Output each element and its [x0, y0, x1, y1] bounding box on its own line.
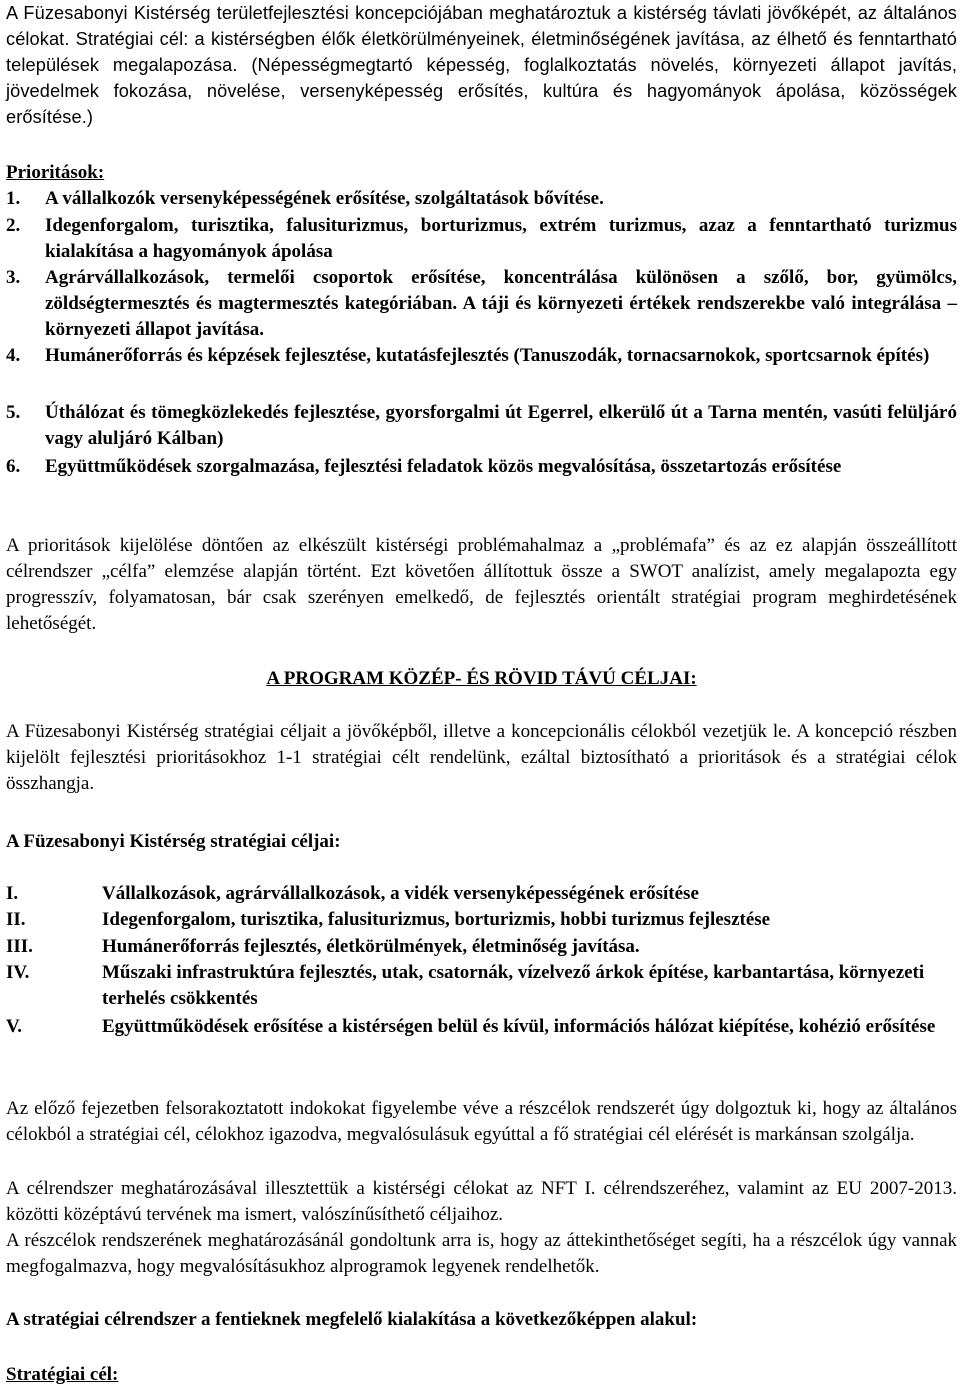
- priority-number: 3.: [6, 267, 21, 288]
- subgoals-paragraph-2: A célrendszer meghatározásával illesztettük a kistérségi célokat az NFT I. célrendszeréhez, valamint az EU 2007-2013. közötti középtávú tervének ma ismert, valószínűsíthető céljaihoz.: [6, 1178, 957, 1225]
- priority-text: A vállalkozók versenyképességének erősítése, szolgáltatások bővítése.: [45, 188, 604, 209]
- priority-item-6: [6, 454, 957, 480]
- goal-text: Humánerőforrás fejlesztés, életkörülmények, életminőség javítása.: [102, 936, 640, 957]
- subgoals-paragraph-1: Az előző fejezetben felsorakoztatott indokokat figyelembe véve a részcélok rendszerét úgy dolgoztuk ki, hogy az általános célokból a stratégiai cél, célokhoz igazodva, megvalósulásuk egyúttal a fő stratégiai cél elérését is markánsan szolgálja.: [6, 1098, 957, 1145]
- strategic-goal-heading: Stratégiai cél:: [6, 1364, 119, 1385]
- goal-text: Műszaki infrastruktúra fejlesztés, utak, csatornák, vízelvező árkok építése, karbantartása, környezeti terhelés csökkentés: [102, 962, 925, 1009]
- goal-text: Vállalkozások, agrárvállalkozások, a vidék versenyképességének erősítése: [102, 883, 699, 904]
- priority-number: 4.: [6, 345, 21, 366]
- priority-text: Együttműködések szorgalmazása, fejlesztési feladatok közös megvalósítása, összetartozás erősítése: [45, 456, 842, 477]
- target-system-statement: A stratégiai célrendszer a fentieknek megfelelő kialakítása a következőképpen alakul:: [6, 1309, 698, 1330]
- strategic-goal-4: [6, 960, 957, 1012]
- goal-number: II.: [6, 909, 26, 930]
- priority-number: 5.: [6, 402, 21, 423]
- priority-number: 6.: [6, 456, 21, 477]
- section-title: A PROGRAM KÖZÉP- ÉS RÖVID TÁVÚ CÉLJAI:: [266, 668, 697, 689]
- strategic-goal-2: [6, 907, 957, 933]
- strategic-goals-heading: A Füzesabonyi Kistérség stratégiai céljai:: [6, 831, 341, 852]
- priority-text: Humánerőforrás és képzések fejlesztése, kutatásfejlesztés (Tanuszodák, tornacsarnokok, sportcsarnok építés): [45, 345, 930, 366]
- goal-number: V.: [6, 1016, 23, 1037]
- goal-number: I.: [6, 883, 19, 904]
- strategic-goal-1: [6, 881, 957, 907]
- priority-item-2: [6, 213, 957, 265]
- priority-text: Úthálózat és tömegközlekedés fejlesztése, gyorsforgalmi út Egerrel, elkerülő út a Tarna mentén, vasúti felüljáró vagy aluljáró Kálban): [45, 402, 957, 449]
- priority-item-1: [6, 186, 957, 212]
- strategic-goal-5: [6, 1014, 957, 1040]
- priority-item-5: [6, 400, 957, 452]
- strategic-goal-3: [6, 934, 957, 960]
- priority-text: Agrárvállalkozások, termelői csoportok erősítése, koncentrálása különösen a szőlő, bor, gyümölcs, zöldségtermesztés és magtermesztés kategóriában. A táji és környezeti értékek rendszerekbe való integrálása – környezeti állapot javítása.: [45, 267, 957, 340]
- priority-item-3: [6, 265, 957, 343]
- goal-number: IV.: [6, 962, 30, 983]
- priorities-explanation-paragraph: A prioritások kijelölése döntően az elkészült kistérségi problémahalmaz a „problémafa” és az ez alapján összeállított célrendszer „célfa” elemzése alapján történt. Ezt követően állítottuk össze a SWOT analízist, amely megalapozta egy progresszív, folyamatosan, bár csak szerényen emelkedő, de fejlesztés orientált stratégiai program meghirdetésének lehetőségét.: [6, 535, 957, 634]
- priority-text: Idegenforgalom, turisztika, falusiturizmus, borturizmus, extrém turizmus, azaz a fenntartható turizmus kialakítása a hagyományok ápolása: [45, 215, 957, 262]
- priority-number: 1.: [6, 188, 21, 209]
- goal-text: Idegenforgalom, turisztika, falusiturizmus, borturizmis, hobbi turizmus fejlesztése: [102, 909, 771, 930]
- priority-item-4: [6, 343, 957, 369]
- goal-text: Együttműködések erősítése a kistérségen belül és kívül, információs hálózat kiépítése, kohézió erősítése: [102, 1016, 936, 1037]
- priority-number: 2.: [6, 215, 21, 236]
- goal-number: III.: [6, 936, 33, 957]
- goals-intro-paragraph: A Füzesabonyi Kistérség stratégiai céljait a jövőképből, illetve a koncepcionális célokból vezetjük le. A koncepció részben kijelölt fejlesztési prioritásokhoz 1-1 stratégiai célt rendelünk, ezáltal biztosítható a prioritások és a stratégiai célok összhangja.: [6, 721, 957, 794]
- priorities-heading: Prioritások:: [6, 162, 105, 183]
- intro-paragraph: A Füzesabonyi Kistérség területfejlesztési koncepciójában meghatároztuk a kistérség távlati jövőképét, az általános célokat. Stratégiai cél: a kistérségben élők életkörülményeinek, életminőségének javítása, az élhető és fenntartható települések megalapozása. (Népességmegtartó képesség, foglalkoztatás növelés, környezeti állapot javítás, jövedelmek fokozása, növelése, versenyképesség erősítés, kultúra és hagyományok ápolása, közösségek erősítése.): [6, 3, 957, 127]
- subgoals-paragraph-3: A részcélok rendszerének meghatározásánál gondoltunk arra is, hogy az áttekinthetőséget segíti, ha a részcélok úgy vannak megfogalmazva, hogy megvalósításukhoz alprogramok legyenek rendelhetők.: [6, 1230, 957, 1277]
